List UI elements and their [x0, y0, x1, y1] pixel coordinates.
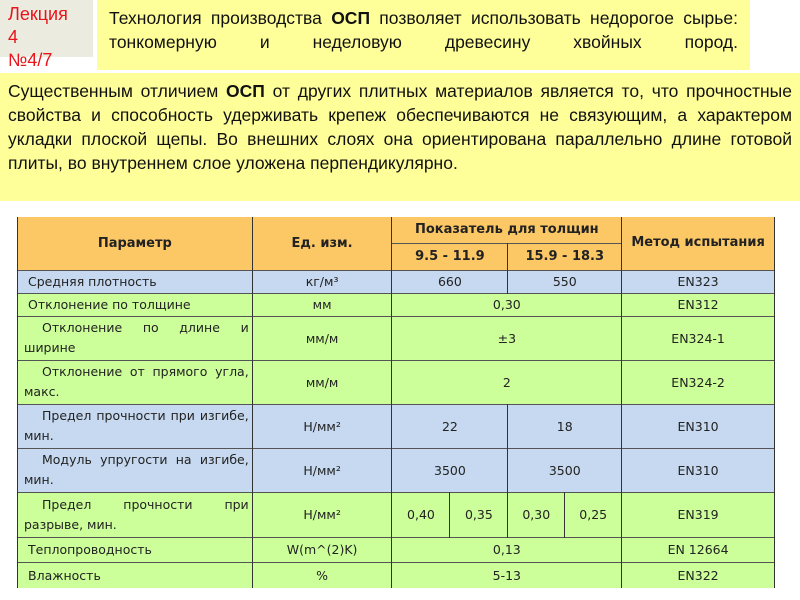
param-cell: Предел прочности при изгибе, мин.	[18, 404, 253, 448]
lecture-number	[8, 3, 88, 72]
header-sub2: 15.9 - 18.3	[508, 243, 622, 270]
lecture-word: Лекция	[8, 4, 68, 24]
param-cell: Отклонение от прямого угла, макс.	[18, 360, 253, 404]
intro-bold: ОСП	[331, 8, 371, 28]
para-bold: ОСП	[226, 81, 265, 101]
value-cell: ±3	[392, 316, 622, 360]
lecture-num: 4	[8, 27, 19, 47]
slide-number: №4/7	[8, 50, 53, 70]
intro-text	[97, 0, 750, 70]
value-cell: 0,30	[508, 492, 565, 537]
value-cell: 3500	[392, 448, 508, 492]
value-cell: 22	[392, 404, 508, 448]
param-cell: Средняя плотность	[18, 270, 253, 293]
intro-post: позволяет использовать недорогое сырье: тонкомерную и неделовую древесину хвойных пород.	[109, 8, 738, 52]
method-cell: EN324-2	[622, 360, 775, 404]
header-param: Параметр	[18, 217, 253, 270]
param-cell: Влажность	[18, 562, 253, 588]
unit-cell: Н/мм²	[252, 492, 392, 537]
value-cell: 550	[508, 270, 622, 293]
unit-cell: Н/мм²	[252, 448, 392, 492]
unit-cell: мм/м	[252, 360, 392, 404]
header-sub1: 9.5 - 11.9	[392, 243, 508, 270]
value-cell: 0,40	[392, 492, 450, 537]
param-cell: Предел прочности при разрыве, мин.	[18, 492, 253, 537]
value-cell: 3500	[508, 448, 622, 492]
method-cell: EN322	[622, 562, 775, 588]
value-cell: 18	[508, 404, 622, 448]
table-row	[18, 270, 775, 293]
method-cell: EN 12664	[622, 537, 775, 562]
method-cell: EN310	[622, 404, 775, 448]
value-cell: 5-13	[392, 562, 622, 588]
table-row	[18, 316, 775, 360]
method-cell: EN324-1	[622, 316, 775, 360]
table-row	[18, 293, 775, 316]
value-cell: 0,25	[565, 492, 622, 537]
unit-cell: %	[252, 562, 392, 588]
properties-table	[17, 217, 775, 588]
para-post: от других плитных материалов является то, что прочностные свойства и способность удерживать крепеж обеспечиваются не связующим, а характером укладки плоской щепы. Во внешних слоях она ориентирована параллельно длине готовой плиты, во внутреннем слое уложена перпендикулярно.	[8, 81, 792, 173]
header-method: Метод испытания	[622, 217, 775, 270]
value-cell: 0,13	[392, 537, 622, 562]
param-cell: Модуль упругости на изгибе, мин.	[18, 448, 253, 492]
unit-cell: мм	[252, 293, 392, 316]
unit-cell: мм/м	[252, 316, 392, 360]
param-cell: Отклонение по длине и ширине	[18, 316, 253, 360]
table-row	[18, 404, 775, 448]
intro-pre: Технология производства	[109, 8, 332, 28]
table-row	[18, 537, 775, 562]
value-cell: 0,30	[392, 293, 622, 316]
unit-cell: W(m^(2)K)	[252, 537, 392, 562]
param-cell: Теплопроводность	[18, 537, 253, 562]
lecture-label-box	[0, 0, 93, 70]
para-pre: Существенным отличием	[8, 81, 227, 101]
method-cell: EN310	[622, 448, 775, 492]
table-row	[18, 360, 775, 404]
header-value: Показатель для толщин	[392, 217, 622, 243]
method-cell: EN323	[622, 270, 775, 293]
value-cell: 660	[392, 270, 508, 293]
method-cell: EN312	[622, 293, 775, 316]
table-row	[18, 492, 775, 537]
unit-cell: кг/м³	[252, 270, 392, 293]
method-cell: EN319	[622, 492, 775, 537]
value-cell: 0,35	[450, 492, 508, 537]
table-row	[18, 562, 775, 588]
param-cell: Отклонение по толщине	[18, 293, 253, 316]
header-unit: Ед. изм.	[252, 217, 392, 270]
table-row	[18, 448, 775, 492]
value-cell: 2	[392, 360, 622, 404]
description-paragraph	[0, 73, 800, 201]
unit-cell: Н/мм²	[252, 404, 392, 448]
